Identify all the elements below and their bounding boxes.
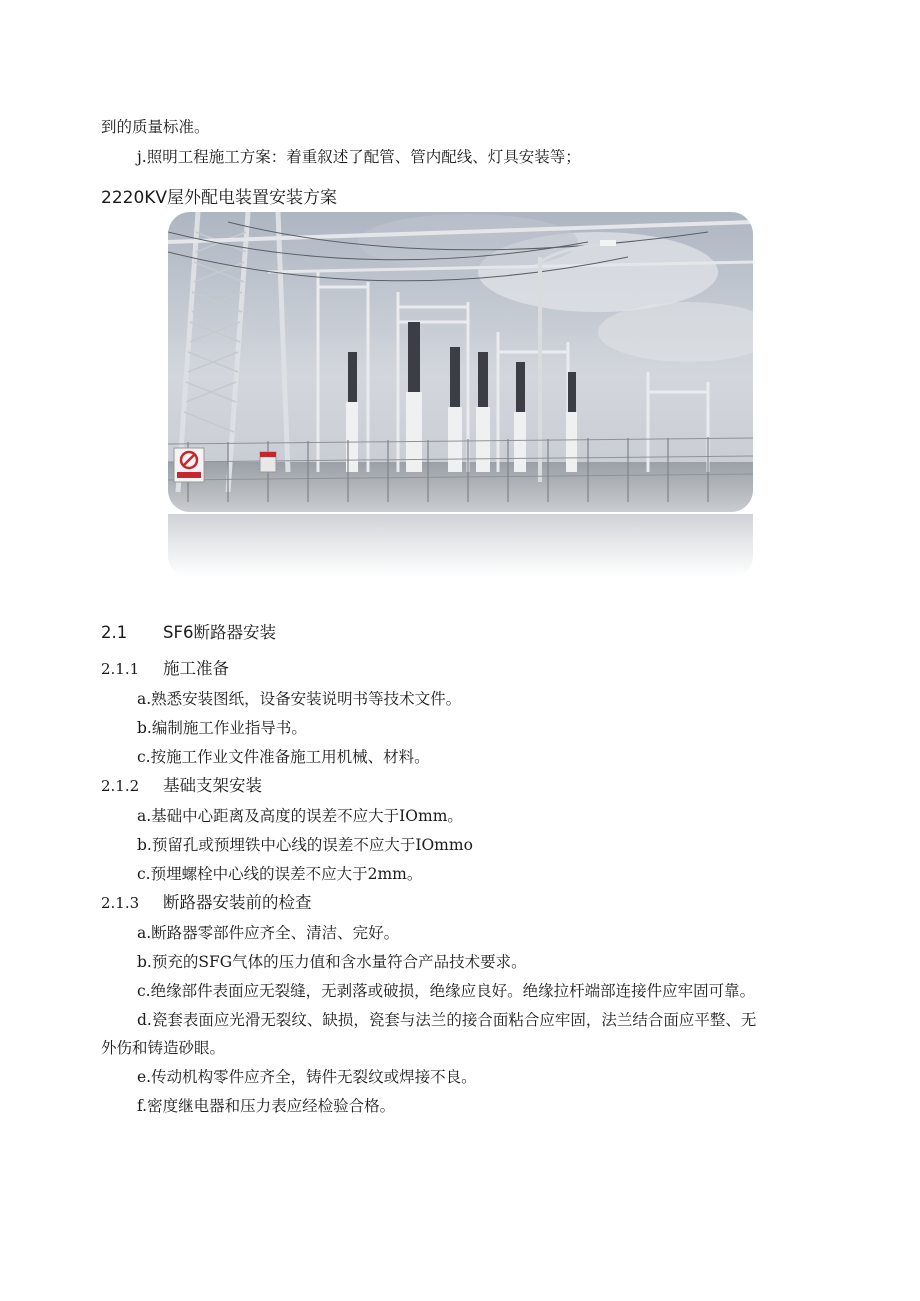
photo-reflection — [168, 514, 753, 578]
section-2-1-2-title: 基础支架安装 — [163, 776, 262, 795]
section-2-1-1-number: 2.1.1 — [101, 660, 140, 678]
list-item: d.瓷套表面应光滑无裂纹、缺损，瓷套与法兰的接合面粘合应牢固，法兰结合面应平整、无 — [137, 1011, 757, 1029]
list-item: c.绝缘部件表面应无裂缝，无剥落或破损，绝缘应良好。绝缘拉杆端部连接件应牢固可靠。 — [137, 982, 756, 1000]
paragraph-continuation: 到的质量标准。 — [101, 118, 210, 136]
substation-photo-frame — [168, 212, 753, 578]
section-2-1-3-heading — [101, 891, 312, 915]
section-2-1-2-heading — [101, 774, 262, 798]
section-2-1-2-number: 2.1.2 — [101, 777, 140, 795]
section-2-1-3-title: 断路器安装前的检查 — [163, 893, 312, 912]
substation-photo — [168, 212, 753, 512]
list-item: c.按施工作业文件准备施工用机械、材料。 — [137, 748, 430, 766]
list-item: f.密度继电器和压力表应经检验合格。 — [137, 1097, 396, 1115]
list-item: e.传动机构零件应齐全，铸件无裂纹或焊接不良。 — [137, 1068, 477, 1086]
section-2-1-number: 2.1 — [101, 623, 128, 642]
list-item: b.编制施工作业指导书。 — [137, 719, 307, 737]
list-item: b.预充的SFG气体的压力值和含水量符合产品技术要求。 — [137, 953, 527, 971]
list-item-continuation: 外伤和铸造砂眼。 — [101, 1039, 226, 1057]
list-item: a.断路器零部件应齐全、清洁、完好。 — [137, 924, 400, 942]
list-item: a.熟悉安装图纸，设备安装说明书等技术文件。 — [137, 690, 462, 708]
paragraph-item-j: j.照明工程施工方案：着重叙述了配管、管内配线、灯具安装等； — [137, 148, 581, 166]
list-item: b.预留孔或预埋铁中心线的误差不应大于IOmmo — [137, 836, 473, 854]
section-2-1-title: SF6断路器安装 — [163, 623, 276, 642]
section-2-1-3-number: 2.1.3 — [101, 894, 140, 912]
section-2-1-heading — [101, 621, 276, 645]
list-item: c.预埋螺栓中心线的误差不应大于2mm。 — [137, 865, 423, 883]
section-2-1-1-title: 施工准备 — [163, 659, 229, 678]
section-2-1-1-heading — [101, 657, 229, 681]
section-heading: 2220KV屋外配电装置安装方案 — [101, 188, 338, 208]
list-item: a.基础中心距离及高度的误差不应大于IOmm。 — [137, 807, 463, 825]
